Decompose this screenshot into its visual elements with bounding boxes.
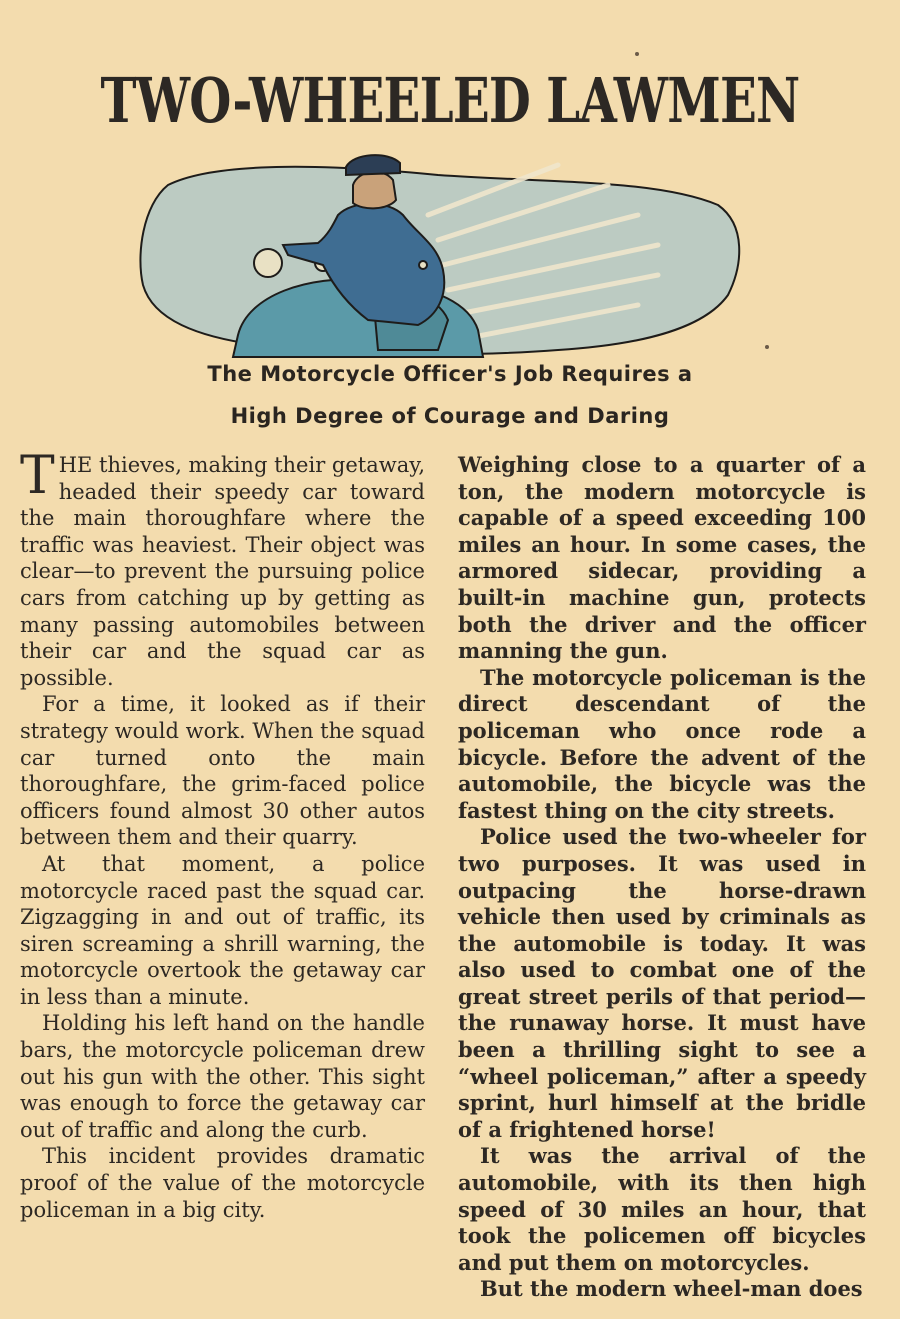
caption-line-2: High Degree of Courage and Daring [230,404,670,428]
left-paragraph-5: This incident provides dramatic proof of the value of the motorcycle policeman in a big city. [20,1144,425,1222]
page-title: TWO-WHEELED LAWMEN [100,64,800,137]
left-paragraph-1 [20,446,425,691]
right-paragraph-5: But the modern wheel-man does [480,1276,863,1302]
right-paragraph-3: Police used the two-wheeler for two purposes. It was used in outpacing the horse-drawn vehicle then used by criminals as the automobile is today. It was also used to combat one of the great street perils of that period—the runaway horse. It must have been a thrilling sight to see a “wheel policeman,” after a speedy sprint, hurl himself at the bridle of a frightened horse! [458,824,866,1142]
left-paragraph-2: For a time, it looked as if their strategy would work. When the squad car turned onto the main thoroughfare, the grim-faced police officers found almost 30 other autos between them and their quarry. [20,692,425,850]
motorcycle-officer-illustration [138,145,748,360]
right-paragraph-2: The motorcycle policeman is the direct descendant of the policeman who once rode a bicycle. Before the advent of the automobile, the bicycle was the fastest thing on the city streets. [458,664,866,823]
right-paragraph-1: Weighing close to a quarter of a ton, the modern motorcycle is capable of a speed exceeding 100 miles an hour. In some cases, the armored sidecar, providing a built-in machine gun, protects both the driver and the officer manning the gun. [458,452,866,664]
print-speck [635,52,639,56]
right-paragraph-4: It was the arrival of the automobile, with its then high speed of 30 miles an hour, that took the policemen off bicycles and put them on motorcycles. [458,1143,866,1275]
right-column [458,452,866,1303]
left-column [20,446,425,1223]
drop-cap: T [20,446,55,506]
left-paragraph-3: At that moment, a police motorcycle raced past the squad car. Zigzagging in and out of traffic, its siren screaming a shrill warning, the motorcycle overtook the getaway car in less than a minute. [20,851,425,1009]
left-paragraph-4: Holding his left hand on the handle bars, the motorcycle policeman drew out his gun with the other. This sight was enough to force the getaway car out of traffic and along the curb. [20,1011,425,1142]
print-speck [765,345,769,349]
left-paragraph-1-text: HE thieves, making their getaway, headed their speedy car toward the main thoroughfare where the traffic was heaviest. Their object was clear—to prevent the pursuing police cars from catching up by getting as many passing automobiles between their car and the squad car as possible. [20,453,425,690]
caption-line-1: The Motorcycle Officer's Job Requires a [207,362,693,386]
